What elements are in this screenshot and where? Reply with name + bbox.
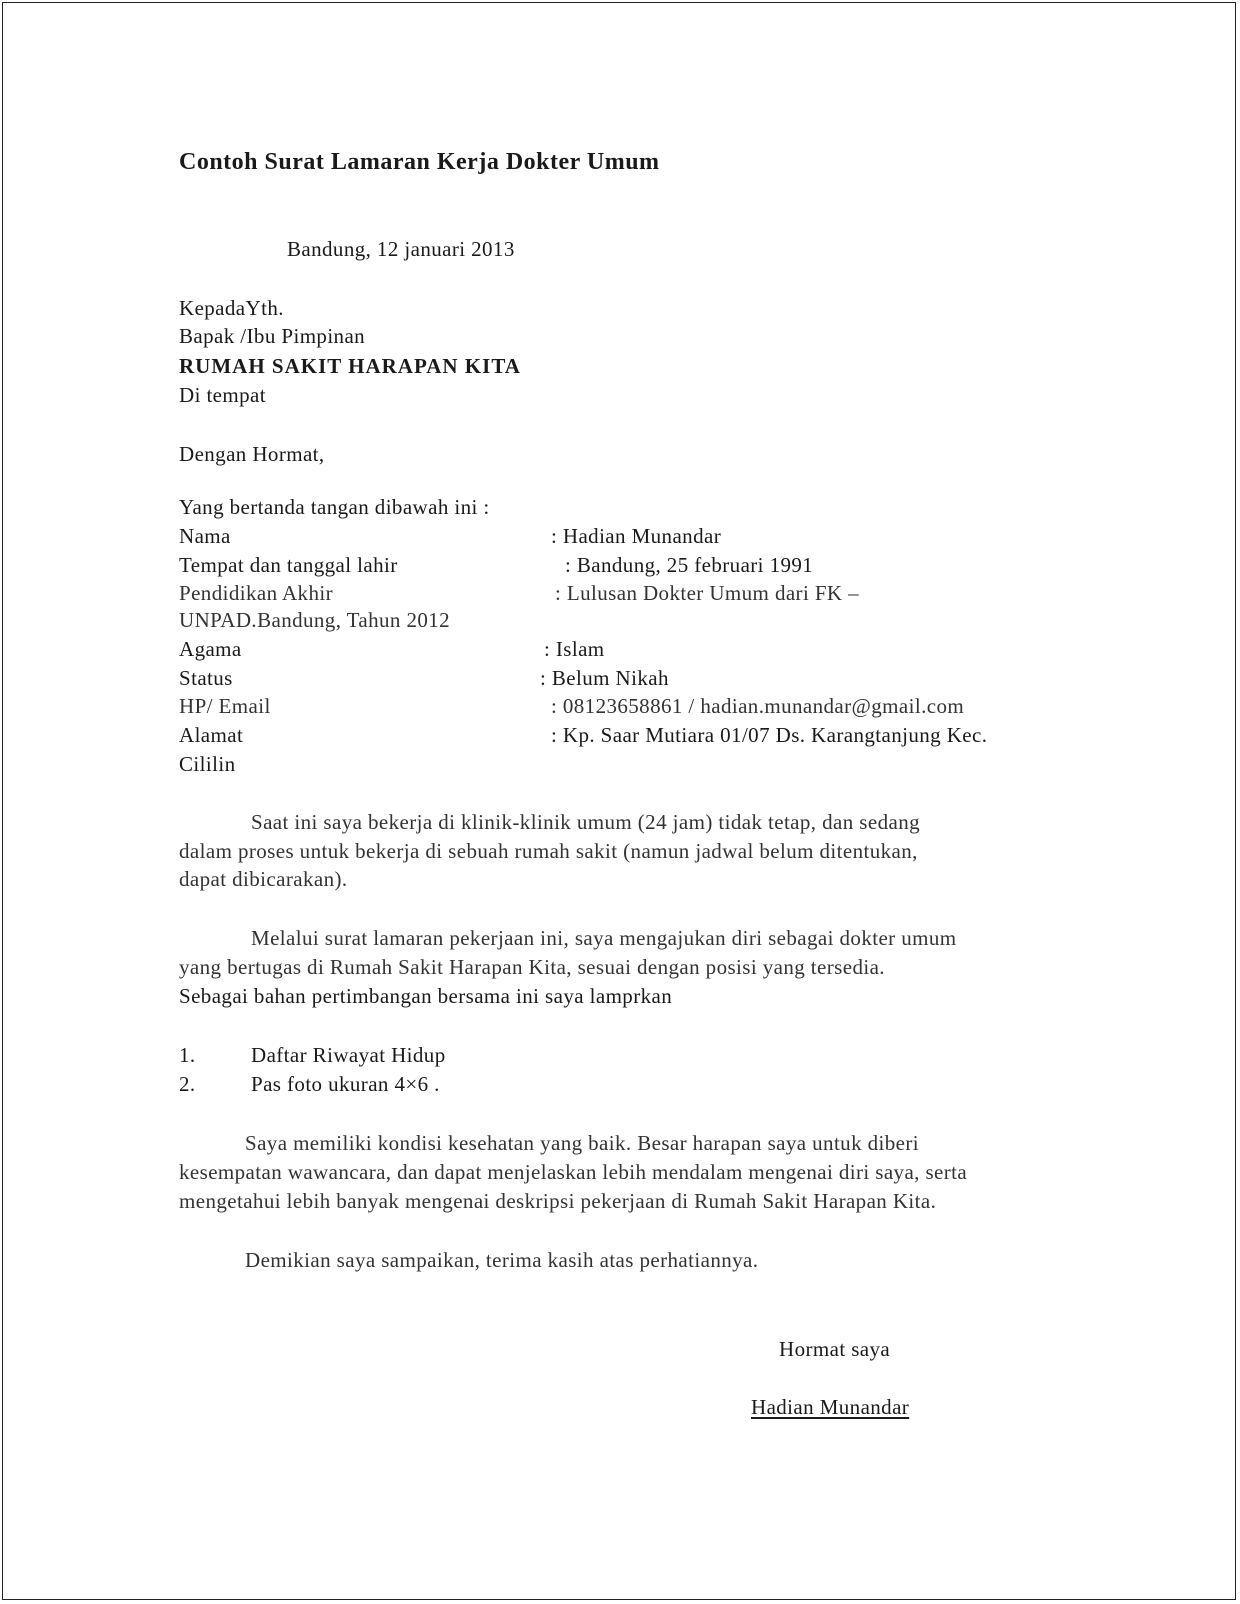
agama-label: Agama bbox=[179, 637, 242, 661]
recipient-line-4: Di tempat bbox=[179, 383, 266, 407]
paragraph2-line1: Melalui surat lamaran pekerjaan ini, saya mengajukan diri sebagai dokter umum bbox=[251, 926, 957, 950]
list-item-number: 2. bbox=[179, 1072, 196, 1096]
ttl-value: : Bandung, 25 februari 1991 bbox=[565, 553, 814, 577]
alamat-value: : Kp. Saar Mutiara 01/07 Ds. Karangtanjung Kec. bbox=[551, 723, 988, 747]
list-item-text: Pas foto ukuran 4×6 . bbox=[251, 1072, 440, 1096]
date-line: Bandung, 12 januari 2013 bbox=[287, 237, 515, 261]
paragraph2-line2: yang bertugas di Rumah Sakit Harapan Kita, sesuai dengan posisi yang tersedia. bbox=[179, 955, 885, 979]
alamat-label: Alamat bbox=[179, 723, 244, 747]
signature-name: Hadian Munandar bbox=[751, 1395, 910, 1419]
nama-value: : Hadian Munandar bbox=[551, 524, 722, 548]
signature-greeting: Hormat saya bbox=[779, 1337, 891, 1361]
pendidikan-continued: UNPAD.Bandung, Tahun 2012 bbox=[179, 608, 451, 632]
hp-email-value: : 08123658861 / hadian.munandar@gmail.com bbox=[551, 694, 965, 718]
closing-line: Demikian saya sampaikan, terima kasih atas perhatiannya. bbox=[245, 1248, 759, 1272]
letter-page bbox=[2, 2, 1236, 1600]
list-item-text: Daftar Riwayat Hidup bbox=[251, 1043, 446, 1067]
paragraph1-line3: dapat dibicarakan). bbox=[179, 867, 348, 891]
salutation: Dengan Hormat, bbox=[179, 442, 325, 466]
recipient-line-2: Bapak /Ibu Pimpinan bbox=[179, 324, 366, 348]
paragraph3-line1: Saya memiliki kondisi kesehatan yang baik. Besar harapan saya untuk diberi bbox=[245, 1131, 920, 1155]
paragraph3-line3: mengetahui lebih banyak mengenai deskripsi pekerjaan di Rumah Sakit Harapan Kita. bbox=[179, 1189, 937, 1213]
recipient-hospital: RUMAH SAKIT HARAPAN KITA bbox=[179, 354, 521, 378]
intro-line: Yang bertanda tangan dibawah ini : bbox=[179, 495, 490, 519]
pendidikan-value: : Lulusan Dokter Umum dari FK – bbox=[555, 581, 860, 605]
list-item-number: 1. bbox=[179, 1043, 196, 1067]
ttl-label: Tempat dan tanggal lahir bbox=[179, 553, 398, 577]
nama-label: Nama bbox=[179, 524, 231, 548]
status-value: : Belum Nikah bbox=[540, 666, 669, 690]
paragraph3-line2: kesempatan wawancara, dan dapat menjelaskan lebih mendalam mengenai diri saya, serta bbox=[179, 1160, 968, 1184]
pendidikan-label: Pendidikan Akhir bbox=[179, 581, 333, 605]
letter-title: Contoh Surat Lamaran Kerja Dokter Umum bbox=[179, 149, 660, 175]
recipient-line-1: KepadaYth. bbox=[179, 296, 284, 320]
paragraph2-line3: Sebagai bahan pertimbangan bersama ini saya lamprkan bbox=[179, 984, 673, 1008]
hp-email-label: HP/ Email bbox=[179, 694, 271, 718]
alamat-continued: Cililin bbox=[179, 752, 236, 776]
status-label: Status bbox=[179, 666, 233, 690]
paragraph1-line1: Saat ini saya bekerja di klinik-klinik umum (24 jam) tidak tetap, dan sedang bbox=[251, 810, 920, 834]
paragraph1-line2: dalam proses untuk bekerja di sebuah rumah sakit (namun jadwal belum ditentukan, bbox=[179, 839, 918, 863]
agama-value: : Islam bbox=[544, 637, 605, 661]
